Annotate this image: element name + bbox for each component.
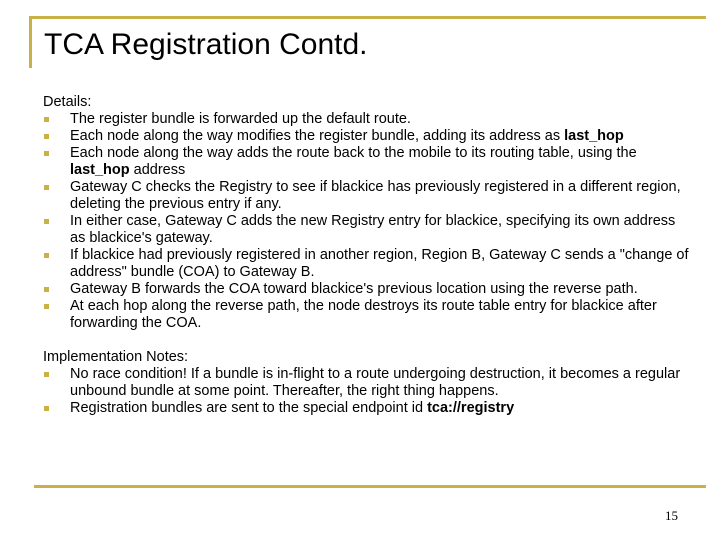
section-spacer xyxy=(43,332,693,349)
details-item-text: Gateway B forwards the COA toward blackice's previous location using the reverse path. xyxy=(70,281,638,297)
details-item-text: The register bundle is forwarded up the default route. xyxy=(70,111,411,127)
square-bullet-icon xyxy=(44,406,49,411)
details-item xyxy=(43,145,693,179)
square-bullet-icon xyxy=(44,219,49,224)
slide-title: TCA Registration Contd. xyxy=(44,28,368,61)
footer-rule xyxy=(34,485,706,488)
implementation-list xyxy=(43,366,693,417)
details-item xyxy=(43,213,693,247)
page-number: 15 xyxy=(665,508,678,523)
implementation-item xyxy=(43,366,693,400)
implementation-item-text: Registration bundles are sent to the special endpoint id xyxy=(70,400,428,416)
title-frame-top-rule xyxy=(30,16,706,19)
details-item-text: At each hop along the reverse path, the node destroys its route table entry for blackice after forwarding the COA. xyxy=(70,298,657,331)
square-bullet-icon xyxy=(44,151,49,156)
square-bullet-icon xyxy=(44,253,49,258)
details-item-text: If blackice had previously registered in another region, Region B, Gateway C sends a "change of address" bundle (COA) to Gateway B. xyxy=(70,247,689,280)
details-item-text: Gateway C checks the Registry to see if blackice has previously registered in a different region, deleting the previous entry if any. xyxy=(70,179,681,212)
details-item xyxy=(43,298,693,332)
details-list xyxy=(43,111,693,332)
implementation-item-text: No race condition! If a bundle is in-flight to a route undergoing destruction, it becomes a regular unbound bundle at some point. Thereafter, the right thing happens. xyxy=(70,366,681,399)
details-item xyxy=(43,128,693,145)
square-bullet-icon xyxy=(44,185,49,190)
registry-endpoint-id: tca://registry xyxy=(427,400,515,416)
details-item xyxy=(43,179,693,213)
details-item xyxy=(43,247,693,281)
square-bullet-icon xyxy=(44,134,49,139)
details-heading: Details: xyxy=(43,94,92,110)
square-bullet-icon xyxy=(44,372,49,377)
square-bullet-icon xyxy=(44,287,49,292)
last-hop-term: last_hop xyxy=(70,162,130,178)
details-item xyxy=(43,111,693,128)
implementation-heading: Implementation Notes: xyxy=(43,349,189,365)
details-item-text: address xyxy=(129,162,186,178)
details-item xyxy=(43,281,693,298)
title-frame-left-rule xyxy=(29,16,32,68)
implementation-item xyxy=(43,400,693,417)
slide-body xyxy=(43,94,693,417)
details-item-text: In either case, Gateway C adds the new Registry entry for blackice, specifying its own address as blackice's gateway. xyxy=(70,213,676,246)
details-item-text: Each node along the way adds the route back to the mobile to its routing table, using the xyxy=(70,145,637,161)
square-bullet-icon xyxy=(44,117,49,122)
square-bullet-icon xyxy=(44,304,49,309)
details-item-text: Each node along the way modifies the register bundle, adding its address as xyxy=(70,128,565,144)
last-hop-term: last_hop xyxy=(564,128,624,144)
